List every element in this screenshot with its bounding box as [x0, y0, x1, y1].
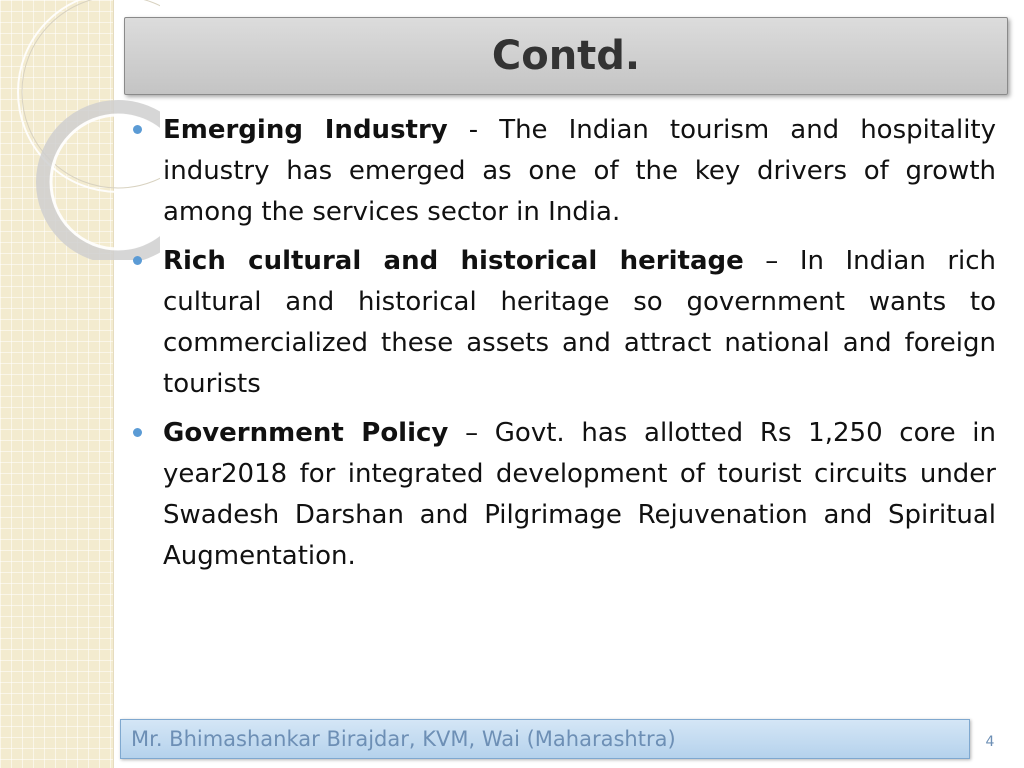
- bullet-item-government-policy: [130, 413, 996, 577]
- bullet-item-heritage: [130, 241, 996, 405]
- slide-title: Contd.: [491, 33, 641, 79]
- bullet-text: The Indian tourism and hospitality industry has emerged as one of the key drivers of growth among the services sector in India.: [163, 115, 997, 227]
- bullet-dot-icon: [133, 125, 142, 134]
- bullet-dot-icon: [133, 256, 142, 265]
- bullet-item-emerging-industry: [130, 110, 996, 233]
- bullet-separator: –: [448, 418, 495, 448]
- bullet-heading: Emerging Industry: [163, 115, 448, 145]
- bullet-heading: Government Policy: [163, 418, 449, 448]
- bullet-list: [130, 110, 996, 585]
- bullet-text: Govt. has allotted Rs 1,250 core in year2018 for integrated development of tourist circuits under Swadesh Darshan and Pilgrimage Rejuvenation and Spiritual Augmentation.: [163, 418, 997, 571]
- bullet-separator: –: [743, 246, 800, 276]
- bullet-dot-icon: [133, 428, 142, 437]
- footer-bar: [120, 719, 970, 759]
- bullet-text: In Indian rich cultural and historical heritage so government wants to commercialized these assets and attract national and foreign tourists: [163, 246, 997, 399]
- bullet-heading: Rich cultural and historical heritage: [163, 246, 744, 276]
- bullet-separator: -: [447, 115, 500, 145]
- footer-author: Mr. Bhimashankar Birajdar, KVM, Wai (Maharashtra): [131, 727, 676, 751]
- page-number: 4: [985, 734, 995, 750]
- title-bar: [124, 17, 1008, 95]
